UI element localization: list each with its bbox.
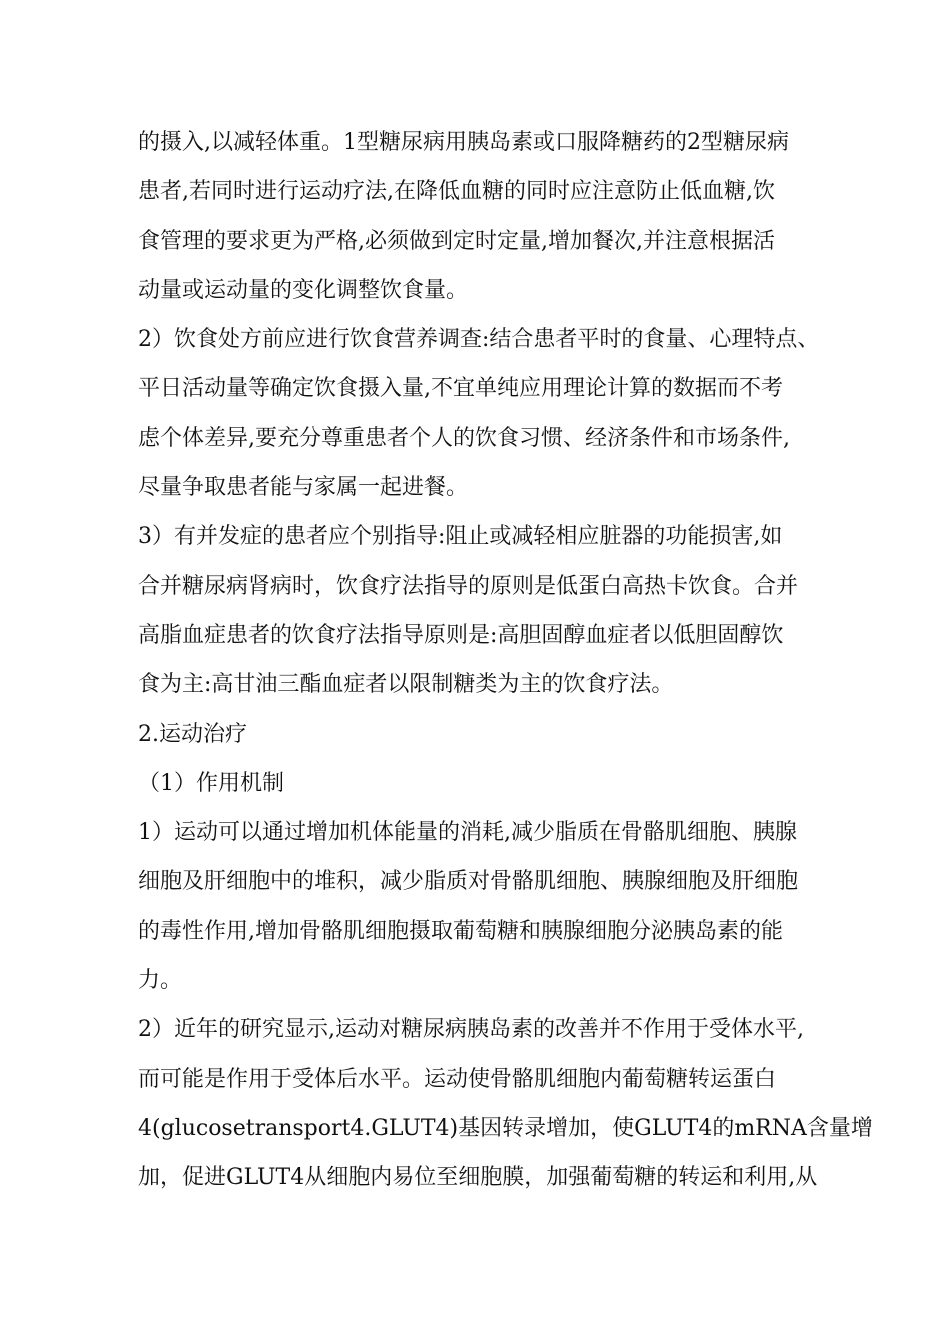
text-line: 平日活动量等确定饮食摄入量,不宜单纯应用理论计算的数据而不考 [138,376,783,402]
text-line: 合并糖尿病肾病时，饮食疗法指导的原则是低蛋白高热卡饮食。合并 [138,573,799,599]
text-line: 食管理的要求更为严格,必须做到定时定量,增加餐次,并注意根据活 [138,228,775,254]
text-line: 食为主:高甘油三酯血症者以限制糖类为主的饮食疗法。 [138,672,674,698]
text-line: 2）饮食处方前应进行饮食营养调查:结合患者平时的食量、心理特点、 [138,327,820,353]
text-line: 的毒性作用,增加骨骼肌细胞摄取葡萄糖和胰腺细胞分泌胰岛素的能 [138,918,783,944]
text-line: 细胞及肝细胞中的堆积，减少脂质对骨骼肌细胞、胰腺细胞及肝细胞 [138,869,799,895]
text-line: 高脂血症患者的饮食疗法指导原则是:高胆固醇血症者以低胆固醇饮 [138,622,784,648]
text-line: 虑个体差异,要充分尊重患者个人的饮食习惯、经济条件和市场条件, [138,425,790,451]
text-line: 加，促进GLUT4从细胞内易位至细胞膜，加强葡萄糖的转运和利用,从 [138,1165,818,1191]
text-line: 3）有并发症的患者应个别指导:阻止或减轻相应脏器的功能损害,如 [138,524,783,550]
text-line: 患者,若同时进行运动疗法,在降低血糖的同时应注意防止低血糖,饮 [138,179,775,205]
text-line: 而可能是作用于受体后水平。运动使骨骼肌细胞内葡萄糖转运蛋白 [138,1066,777,1092]
text-line: 4(glucosetransport4.GLUT4)基因转录增加，使GLUT4的mRNA含量增 [138,1115,873,1141]
document-body [138,118,873,1203]
text-line: 动量或运动量的变化调整饮食量。 [138,277,469,303]
text-line: 的摄入,以减轻体重。1型糖尿病用胰岛素或口服降糖药的2型糖尿病 [138,130,789,155]
text-line: 2）近年的研究显示,运动对糖尿病胰岛素的改善并不作用于受体水平, [138,1017,804,1043]
text-line: 1）运动可以通过增加机体能量的消耗,减少脂质在骨骼肌细胞、胰腺 [138,820,797,846]
text-line: 力。 [138,968,183,994]
subsection-heading: （1）作用机制 [138,770,284,796]
section-heading: 2.运动治疗 [138,721,247,747]
text-line: 尽量争取患者能与家属一起进餐。 [138,475,469,501]
